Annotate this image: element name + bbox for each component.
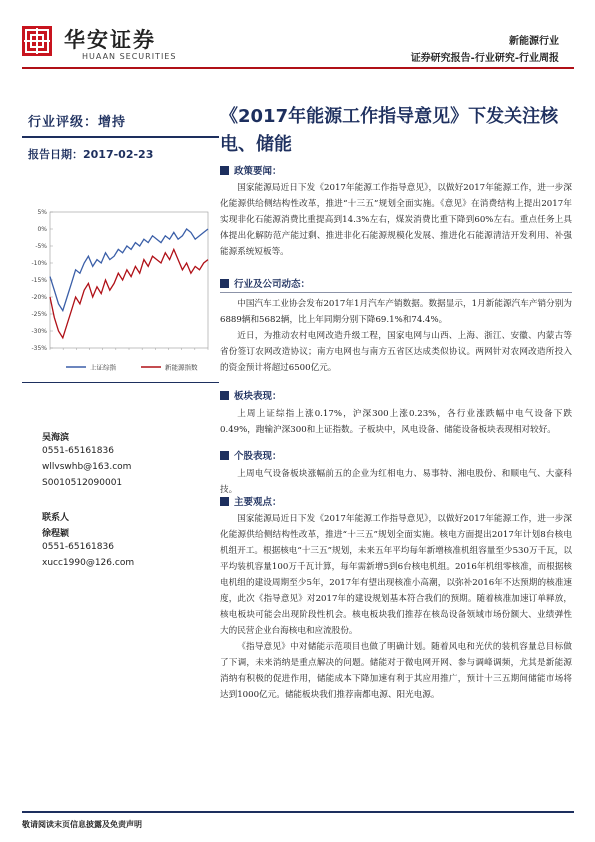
- y-tick-label: 0%: [37, 226, 47, 233]
- report-type-label: 证券研究报告-行业研究-行业周报: [410, 53, 559, 64]
- section-heading: 板块表现：: [234, 391, 282, 402]
- report-date: 报告日期：2017-02-23: [28, 148, 154, 161]
- section-stock-performance: [220, 448, 572, 498]
- section-sector-performance: [220, 388, 572, 438]
- y-tick-label: -20%: [31, 294, 47, 301]
- analyst-cert-number: S0010512090001: [42, 478, 123, 488]
- logo-text-cn: 华安证券: [64, 27, 156, 52]
- contact-email[interactable]: xucc1990@126.com: [42, 558, 135, 568]
- section-paragraph: 国家能源局近日下发《2017年能源工作指导意见》，以做好2017年能源工作，进一步深化能源供给侧结构性改革，推进“十三五”规划全面实施。核电方面提出2017年计划8台核电机组开工。根据核电“十三五”规划，未来五年平均每年新增核准机组容量至少530万千瓦，以平均装机容量100万千瓦计算，每年需新增5到6台核电机组。2016年机组零核准，而根据核电机组的建设周期至少5年，2017年有望出现核准小高潮，以弥补2016年不达预期的核准速度，此次《指导意见》对2017年的建设规划基本符合我们的预期。随着核准加速订单释放，核电板块可能会出现阶段性机会。核电板块我们推荐在核岛设备领域市场份额大、业绩弹性大的民营企业台海核电和应流股份。: [220, 514, 572, 636]
- industry-rating: 行业评级：增持: [28, 115, 127, 130]
- y-tick-label: -5%: [35, 243, 47, 250]
- section-key-views: [220, 494, 572, 703]
- y-tick-label: -35%: [31, 345, 47, 352]
- logo-text-en: HUAAN SECURITIES: [82, 52, 177, 61]
- y-tick-label: -10%: [31, 260, 47, 267]
- series-line-new-energy-index: [50, 249, 208, 337]
- section-divider: [220, 292, 572, 293]
- section-heading: 个股表现：: [234, 451, 282, 462]
- section-policy: [220, 163, 572, 260]
- y-tick-label: 5%: [37, 209, 47, 216]
- section-paragraph: 国家能源局近日下发《2017年能源工作指导意见》，以做好2017年能源工作，进一步深化能源供给侧结构性改革，推进“十三五”规划全面实施。《意见》在消费结构上提出2017年实现非化石能源消费比重提高到14.3%左右，煤炭消费比重下降到60%左右。重点任务上具体提出化解防范产能过剩、推进非化石能源规模化发展、推进化石能源清洁开发利用、补强能源系统短板等。: [220, 183, 572, 257]
- section-company-news: [220, 276, 572, 376]
- index-performance-chart: [22, 170, 222, 380]
- contact-label: 联系人: [42, 513, 70, 523]
- section-bullet-icon: [220, 279, 229, 288]
- y-tick-label: -30%: [31, 328, 47, 335]
- contact-phone: 0551-65161836: [42, 542, 114, 552]
- chart-divider: [22, 382, 219, 383]
- company-logo-mark: [22, 26, 52, 56]
- section-paragraph: 《指导意见》中对储能示范项目也做了明确计划。随着风电和光伏的装机容量总目标做了下调，未来消纳是重点解决的问题。储能对于微电网开网、参与调峰调频，尤其是新能源消纳有积极的促进作用，储能成本下降加速有利于其应用推广，预计十三五期间储能市场将达到1000亿元。储能板块我们推荐南都电源、阳光电源。: [220, 642, 572, 700]
- footer-divider: [22, 811, 574, 813]
- contact-name: 徐程颖: [42, 529, 70, 539]
- legend-label: 上证综指: [90, 363, 116, 372]
- analyst-email[interactable]: wllvswhb@163.com: [42, 462, 132, 472]
- section-paragraph: 中国汽车工业协会发布2017年1月汽车产销数据。数据显示，1月新能源汽车产销分别为6889辆和5682辆，比上年同期分别下降69.1%和74.4%。: [220, 299, 572, 325]
- section-paragraph: 上周电气设备板块涨幅前五的企业为红相电力、易事特、湘电股份、和顺电气、大豪科技。: [220, 469, 572, 495]
- section-paragraph: 近日，为推动农村电网改造升级工程，国家电网与山西、上海、浙江、安徽、内蒙古等省份签订农网改造协议；南方电网也与南方五省区达成类似协议。两网针对农网改造所投入的资金预计将超过6500亿元。: [220, 331, 572, 373]
- legend-label: 新能源指数: [165, 363, 198, 372]
- section-heading: 政策要闻：: [234, 166, 282, 177]
- section-heading: 行业及公司动态：: [234, 279, 311, 290]
- section-bullet-icon: [220, 451, 229, 460]
- series-line-shanghai-composite: [50, 229, 208, 311]
- y-tick-label: -25%: [31, 311, 47, 318]
- analyst-name: 吴海滨: [42, 433, 70, 443]
- sector-label: 新能源行业: [509, 36, 559, 47]
- section-bullet-icon: [220, 497, 229, 506]
- report-title: 《2017年能源工作指导意见》下发关注核电、储能: [220, 106, 559, 155]
- y-tick-label: -15%: [31, 277, 47, 284]
- section-paragraph: 上周上证综指上涨0.17%，沪深300上涨0.23%，各行业涨跌幅中电气设备下跌0.49%，跑输沪深300和上证指数。子板块中，风电设备、储能设备板块表现相对较好。: [220, 409, 572, 435]
- disclaimer-note[interactable]: 敬请阅读末页信息披露及免责声明: [22, 820, 142, 829]
- section-heading: 主要观点：: [234, 497, 282, 508]
- rating-divider: [22, 136, 219, 138]
- section-bullet-icon: [220, 166, 229, 175]
- analyst-phone: 0551-65161836: [42, 446, 114, 456]
- section-bullet-icon: [220, 391, 229, 400]
- header-divider: [22, 67, 574, 69]
